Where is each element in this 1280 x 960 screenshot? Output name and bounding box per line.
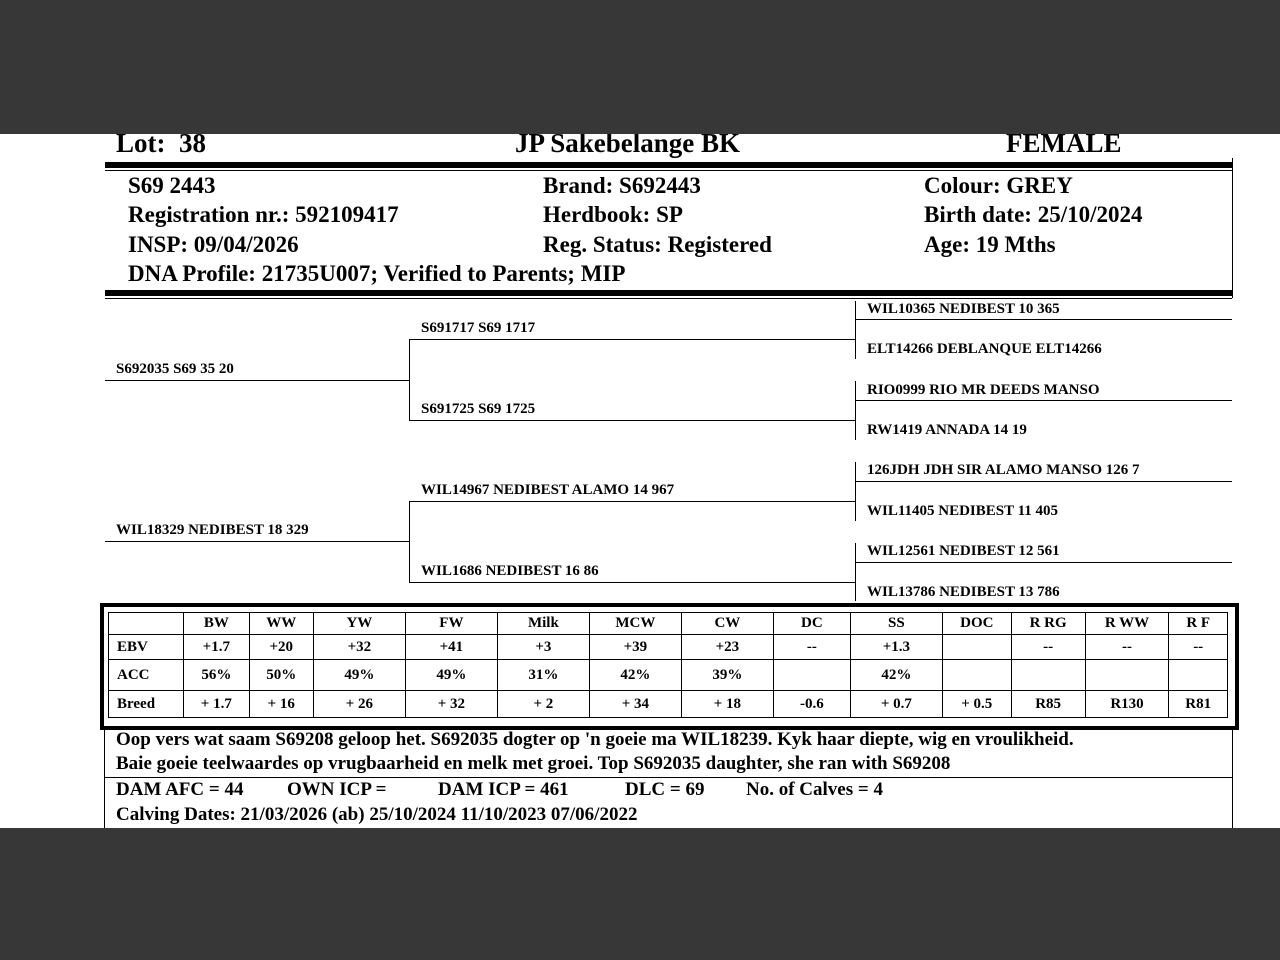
header-right-border: [1232, 158, 1233, 298]
ebv-col-header: FW: [405, 613, 497, 635]
pedigree-ggp-3: RIO0999 RIO MR DEEDS MANSO: [867, 382, 1100, 398]
ebv-cell: --: [1169, 635, 1228, 660]
breed-cell: R81: [1169, 691, 1228, 718]
dam-dam-line: [409, 582, 855, 583]
colour: Colour: GREY: [924, 173, 1073, 198]
ggp-bracket-2: [855, 381, 856, 440]
ebv-col-header: MCW: [589, 613, 681, 635]
acc-cell: [1085, 660, 1169, 691]
acc-cell: [773, 660, 850, 691]
ebv-col-header: DOC: [942, 613, 1011, 635]
breed-cell: R130: [1085, 691, 1169, 718]
breed-cell: + 0.7: [850, 691, 942, 718]
pedigree-ggp-5: 126JDH JDH SIR ALAMO MANSO 126 7: [867, 462, 1140, 478]
acc-row: [109, 660, 1228, 691]
ebv-cell: --: [773, 635, 850, 660]
comment-line-2: Baie goeie teelwaardes op vrugbaarheid en melk met groei. Top S692035 daughter, she ran with S69208: [116, 753, 951, 774]
breed-cell: R85: [1011, 691, 1085, 718]
ebv-cell: +32: [313, 635, 405, 660]
acc-cell: [1011, 660, 1085, 691]
breed-cell: + 34: [589, 691, 681, 718]
header-rule-thin: [105, 170, 1232, 171]
ggp-bracket-3: [855, 462, 856, 521]
ebv-col-header: R RG: [1011, 613, 1085, 635]
pedigree-ggp-7: WIL12561 NEDIBEST 12 561: [867, 543, 1060, 559]
ebv-cell: [942, 635, 1011, 660]
breed-cell: -0.6: [773, 691, 850, 718]
pedigree-dam: WIL18329 NEDIBEST 18 329: [116, 522, 309, 538]
ebv-col-header: R WW: [1085, 613, 1169, 635]
breed-row-label: Breed: [109, 691, 184, 718]
pedigree-ggp-1: WIL10365 NEDIBEST 10 365: [867, 301, 1060, 317]
breed-cell: + 1.7: [184, 691, 250, 718]
ebv-cell: --: [1011, 635, 1085, 660]
ebv-col-header: BW: [184, 613, 250, 635]
pedigree-sire-dam: S691725 S69 1725: [421, 401, 536, 417]
breed-cell: + 18: [681, 691, 773, 718]
dam-line: [105, 541, 409, 542]
ebv-cell: +3: [497, 635, 589, 660]
pedigree-sire: S692035 S69 35 20: [116, 361, 234, 377]
breed-cell: + 26: [313, 691, 405, 718]
dam-bracket: [409, 501, 410, 582]
breed-cell: + 2: [497, 691, 589, 718]
acc-cell: 49%: [313, 660, 405, 691]
ggp-1-line: [855, 319, 1232, 320]
breed-cell: + 0.5: [942, 691, 1011, 718]
ebv-col-header: YW: [313, 613, 405, 635]
ebv-row: [109, 635, 1228, 660]
dam-icp: DAM ICP = 461: [438, 779, 569, 800]
sire-dam-line: [409, 420, 855, 421]
ebv-cell: +20: [249, 635, 313, 660]
pedigree-sire-sire: S691717 S69 1717: [421, 320, 536, 336]
sire-bracket: [409, 339, 410, 420]
own-icp: OWN ICP =: [287, 779, 387, 800]
ebv-cell: +41: [405, 635, 497, 660]
ebv-cell: +23: [681, 635, 773, 660]
info-rule-thin: [105, 298, 1232, 299]
inspection-date: INSP: 09/04/2026: [128, 232, 299, 257]
lot-sheet: [0, 134, 1280, 828]
ebv-col-header: R F: [1169, 613, 1228, 635]
ebv-row-label: EBV: [109, 635, 184, 660]
acc-cell: 50%: [249, 660, 313, 691]
ebv-cell: +1.7: [184, 635, 250, 660]
reg-status: Reg. Status: Registered: [543, 232, 772, 257]
pedigree-ggp-4: RW1419 ANNADA 14 19: [867, 422, 1027, 438]
age: Age: 19 Mths: [924, 232, 1056, 257]
pedigree-ggp-6: WIL11405 NEDIBEST 11 405: [867, 503, 1059, 519]
acc-cell: [942, 660, 1011, 691]
acc-cell: 42%: [589, 660, 681, 691]
lot-label: Lot: 38: [116, 134, 206, 159]
acc-cell: 56%: [184, 660, 250, 691]
acc-cell: [1169, 660, 1228, 691]
sire-sire-line: [409, 339, 855, 340]
pedigree-ggp-8: WIL13786 NEDIBEST 13 786: [867, 584, 1060, 600]
ebv-col-header: Milk: [497, 613, 589, 635]
dam-afc: DAM AFC = 44: [116, 779, 244, 800]
acc-cell: 42%: [850, 660, 942, 691]
ebv-cell: +1.3: [850, 635, 942, 660]
sex-label: FEMALE: [1006, 134, 1122, 158]
ebv-cell: +39: [589, 635, 681, 660]
ebv-col-header: WW: [249, 613, 313, 635]
acc-cell: 39%: [681, 660, 773, 691]
herdbook: Herdbook: SP: [543, 202, 683, 227]
ebv-header-row: [109, 613, 1228, 635]
calving-dates: Calving Dates: 21/03/2026 (ab) 25/10/2024 11/10/2023 07/06/2022: [116, 804, 638, 825]
breeder-name: JP Sakebelange BK: [515, 134, 741, 158]
ebv-col-header: DC: [773, 613, 850, 635]
dna-profile: DNA Profile: 21735U007; Verified to Parents; MIP: [128, 261, 626, 286]
dlc: DLC = 69: [625, 779, 705, 800]
breed-cell: + 16: [249, 691, 313, 718]
number-of-calves: No. of Calves = 4: [746, 779, 883, 800]
pedigree-dam-dam: WIL1686 NEDIBEST 16 86: [421, 563, 599, 579]
ggp-7-line: [855, 562, 1232, 563]
dam-sire-line: [409, 501, 855, 502]
lot-number: 38: [179, 134, 206, 158]
acc-cell: 31%: [497, 660, 589, 691]
comment-line-1: Oop vers wat saam S69208 geloop het. S692035 dogter op 'n goeie ma WIL18239. Kyk haar diepte, wig en vroulikheid.: [116, 729, 1074, 750]
brand: Brand: S692443: [543, 173, 701, 198]
header-rule: [105, 162, 1232, 168]
ebv-cell: --: [1085, 635, 1169, 660]
breed-row: [109, 691, 1228, 718]
ggp-5-line: [855, 481, 1232, 482]
ggp-bracket-4: [855, 543, 856, 601]
ebv-col-header: CW: [681, 613, 773, 635]
registration-number: Registration nr.: 592109417: [128, 202, 399, 227]
birth-date: Birth date: 25/10/2024: [924, 202, 1143, 227]
acc-row-label: ACC: [109, 660, 184, 691]
animal-id: S69 2443: [128, 173, 216, 198]
ebv-table: [108, 612, 1228, 718]
pedigree-ggp-2: ELT14266 DEBLANQUE ELT14266: [867, 341, 1102, 357]
sire-line: [105, 380, 409, 381]
ebv-col-header: [109, 613, 184, 635]
comment-divider: [104, 777, 1232, 778]
acc-cell: 49%: [405, 660, 497, 691]
ggp-3-line: [855, 400, 1232, 401]
ggp-bracket-1: [855, 301, 856, 359]
ebv-col-header: SS: [850, 613, 942, 635]
breed-cell: + 32: [405, 691, 497, 718]
pedigree-dam-sire: WIL14967 NEDIBEST ALAMO 14 967: [421, 482, 675, 498]
info-rule: [105, 290, 1232, 296]
